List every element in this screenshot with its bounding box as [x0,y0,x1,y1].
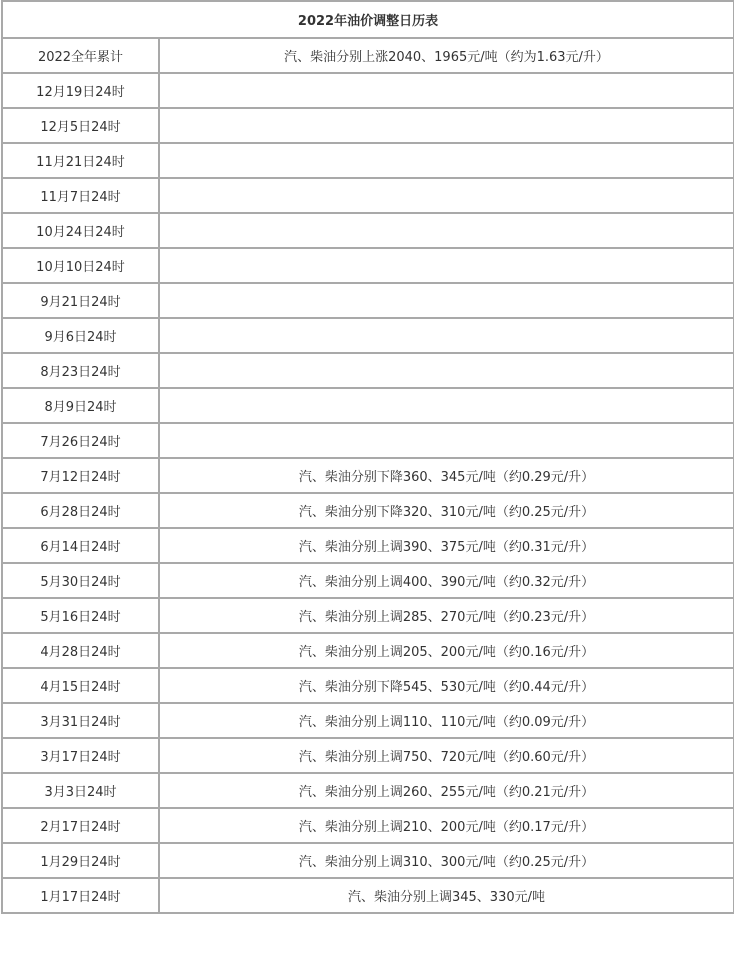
date-cell: 3月3日24时 [2,773,159,808]
oil-price-calendar-table [1,0,734,914]
table-row [2,423,734,458]
adjustment-cell: 汽、柴油分别上调750、720元/吨（约0.60元/升） [159,738,734,773]
adjustment-cell [159,178,734,213]
date-cell: 2022全年累计 [2,38,159,73]
date-cell: 3月17日24时 [2,738,159,773]
date-cell: 1月29日24时 [2,843,159,878]
table-row [2,178,734,213]
date-cell: 7月26日24时 [2,423,159,458]
adjustment-cell [159,318,734,353]
table-row [2,493,734,528]
date-cell: 1月17日24时 [2,878,159,913]
date-cell: 9月21日24时 [2,283,159,318]
table-row [2,598,734,633]
adjustment-cell [159,388,734,423]
adjustment-cell [159,423,734,458]
date-cell: 2月17日24时 [2,808,159,843]
date-cell: 7月12日24时 [2,458,159,493]
date-cell: 4月15日24时 [2,668,159,703]
date-cell: 5月30日24时 [2,563,159,598]
adjustment-cell: 汽、柴油分别上调205、200元/吨（约0.16元/升） [159,633,734,668]
adjustment-cell [159,73,734,108]
table-title: 2022年油价调整日历表 [2,1,734,38]
table-row [2,248,734,283]
adjustment-cell: 汽、柴油分别上调390、375元/吨（约0.31元/升） [159,528,734,563]
table-row [2,38,734,73]
adjustment-cell: 汽、柴油分别上调400、390元/吨（约0.32元/升） [159,563,734,598]
adjustment-cell: 汽、柴油分别上调345、330元/吨 [159,878,734,913]
table-row [2,283,734,318]
adjustment-cell: 汽、柴油分别上调260、255元/吨（约0.21元/升） [159,773,734,808]
date-cell: 3月31日24时 [2,703,159,738]
adjustment-cell [159,108,734,143]
adjustment-cell [159,143,734,178]
table-row [2,143,734,178]
adjustment-cell [159,353,734,388]
date-cell: 12月5日24时 [2,108,159,143]
date-cell: 10月10日24时 [2,248,159,283]
adjustment-cell: 汽、柴油分别上调285、270元/吨（约0.23元/升） [159,598,734,633]
date-cell: 10月24日24时 [2,213,159,248]
table-row [2,73,734,108]
date-cell: 11月7日24时 [2,178,159,213]
table-title-row [2,1,734,38]
table-row [2,808,734,843]
adjustment-cell [159,283,734,318]
table-row [2,388,734,423]
table-row [2,458,734,493]
table-row [2,108,734,143]
date-cell: 11月21日24时 [2,143,159,178]
adjustment-cell: 汽、柴油分别上调210、200元/吨（约0.17元/升） [159,808,734,843]
adjustment-cell: 汽、柴油分别下降545、530元/吨（约0.44元/升） [159,668,734,703]
date-cell: 8月9日24时 [2,388,159,423]
table-row [2,633,734,668]
table-row [2,213,734,248]
adjustment-cell: 汽、柴油分别上涨2040、1965元/吨（约为1.63元/升） [159,38,734,73]
date-cell: 4月28日24时 [2,633,159,668]
date-cell: 8月23日24时 [2,353,159,388]
adjustment-cell: 汽、柴油分别下降320、310元/吨（约0.25元/升） [159,493,734,528]
table-row [2,528,734,563]
adjustment-cell: 汽、柴油分别下降360、345元/吨（约0.29元/升） [159,458,734,493]
date-cell: 6月14日24时 [2,528,159,563]
table-row [2,318,734,353]
adjustment-cell [159,248,734,283]
date-cell: 5月16日24时 [2,598,159,633]
adjustment-cell: 汽、柴油分别上调110、110元/吨（约0.09元/升） [159,703,734,738]
adjustment-cell: 汽、柴油分别上调310、300元/吨（约0.25元/升） [159,843,734,878]
date-cell: 12月19日24时 [2,73,159,108]
table-row [2,563,734,598]
table-row [2,738,734,773]
table-row [2,703,734,738]
date-cell: 6月28日24时 [2,493,159,528]
table-row [2,773,734,808]
table-row [2,843,734,878]
adjustment-cell [159,213,734,248]
table-row [2,878,734,913]
date-cell: 9月6日24时 [2,318,159,353]
table-row [2,668,734,703]
table-row [2,353,734,388]
